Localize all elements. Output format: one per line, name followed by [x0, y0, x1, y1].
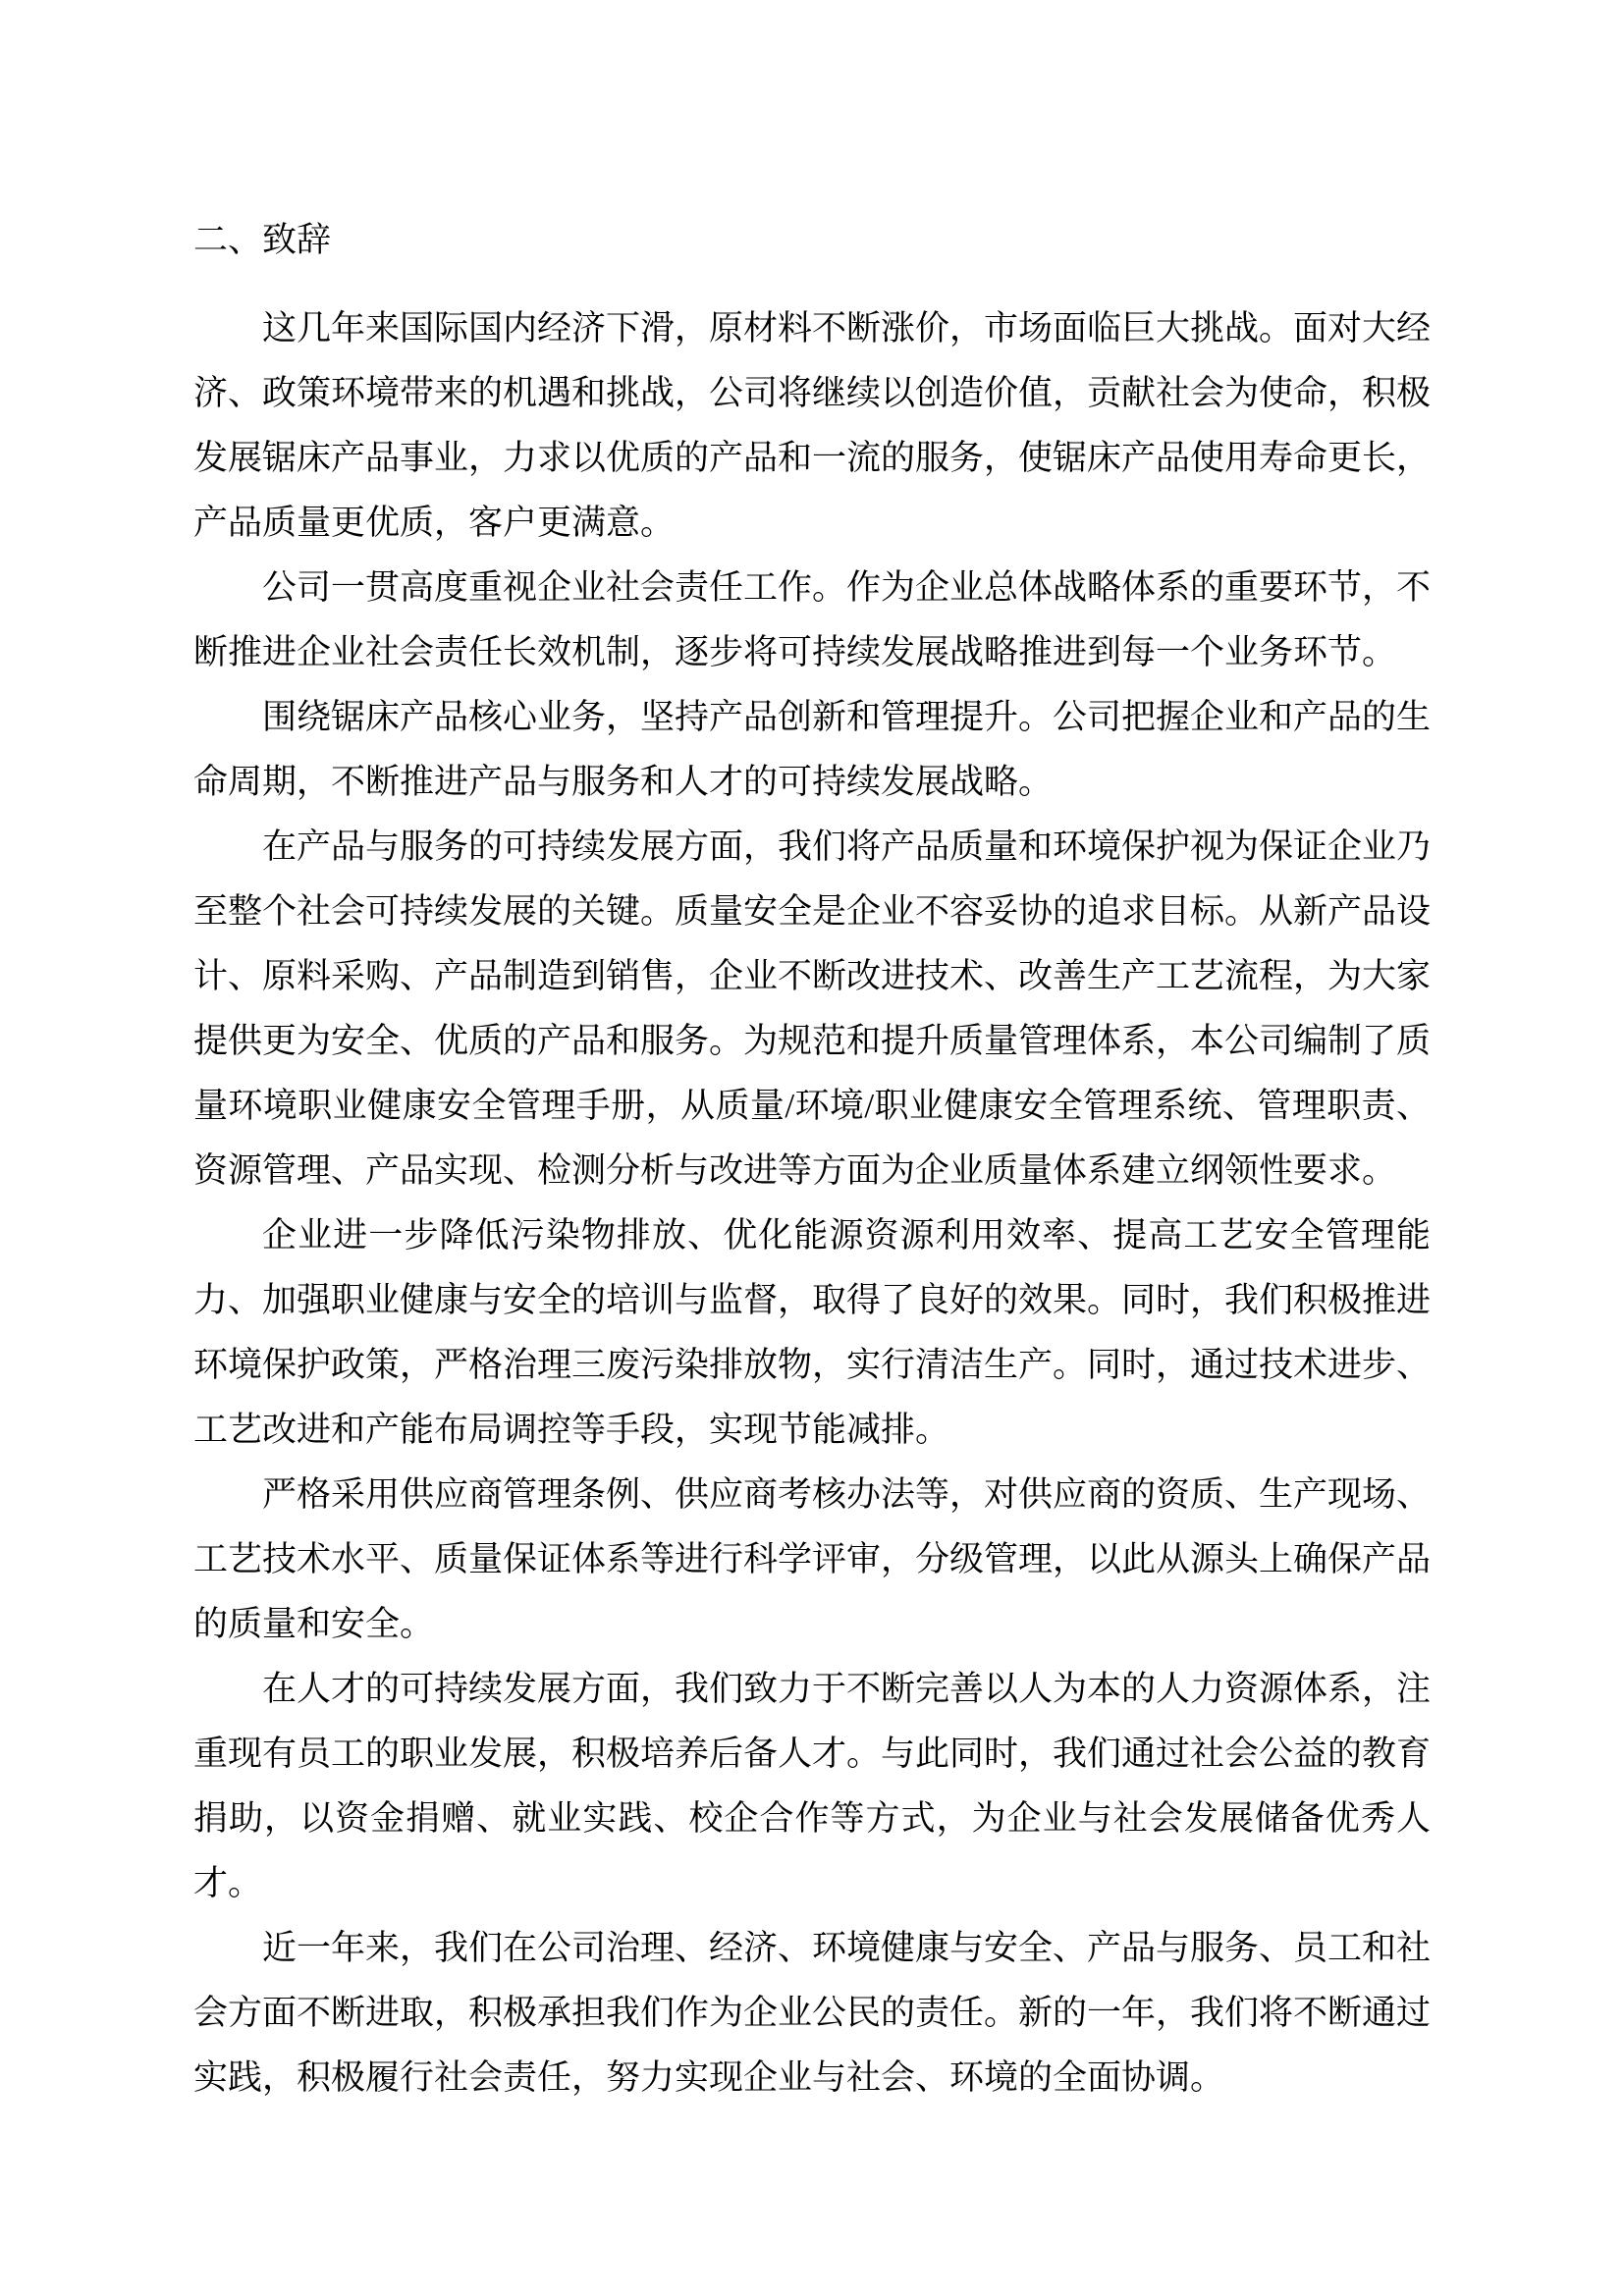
document-paragraph: 在产品与服务的可持续发展方面，我们将产品质量和环境保护视为保证企业乃至整个社会可持续发展的关键。质量安全是企业不容妥协的追求目标。从新产品设计、原料采购、产品制造到销售，企业不断改进技术、改善生产工艺流程，为大家提供更为安全、优质的产品和服务。为规范和提升质量管理体系，本公司编制了质量环境职业健康安全管理手册，从质量/环境/职业健康安全管理系统、管理职责、资源管理、产品实现、检测分析与改进等方面为企业质量体系建立纲领性要求。 [193, 828, 1432, 1190]
document-paragraph: 严格采用供应商管理条例、供应商考核办法等，对供应商的资质、生产现场、工艺技术水平、质量保证体系等进行科学评审，分级管理，以此从源头上确保产品的质量和安全。 [193, 1475, 1432, 1643]
document-paragraph: 近一年来，我们在公司治理、经济、环境健康与安全、产品与服务、员工和社会方面不断进取，积极承担我们作为企业公民的责任。新的一年，我们将不断通过实践，积极履行社会责任，努力实现企业与社会、环境的全面协调。 [193, 1929, 1432, 2097]
document-paragraph: 围绕锯床产品核心业务，坚持产品创新和管理提升。公司把握企业和产品的生命周期，不断推进产品与服务和人才的可持续发展战略。 [193, 698, 1432, 801]
document-paragraph: 企业进一步降低污染物排放、优化能源资源利用效率、提高工艺安全管理能力、加强职业健康与安全的培训与监督，取得了良好的效果。同时，我们积极推进环境保护政策，严格治理三废污染排放物，实行清洁生产。同时，通过技术进步、工艺改进和产能布局调控等手段，实现节能减排。 [193, 1216, 1432, 1449]
document-paragraph: 公司一贯高度重视企业社会责任工作。作为企业总体战略体系的重要环节，不断推进企业社会责任长效机制，逐步将可持续发展战略推进到每一个业务环节。 [193, 568, 1432, 671]
document-content [193, 208, 1431, 2110]
document-paragraph: 在人才的可持续发展方面，我们致力于不断完善以人为本的人力资源体系，注重现有员工的职业发展，积极培养后备人才。与此同时，我们通过社会公益的教育捐助，以资金捐赠、就业实践、校企合作等方式，为企业与社会发展储备优秀人才。 [193, 1670, 1432, 1902]
section-heading: 二、致辞 [193, 221, 332, 259]
document-paragraph: 这几年来国际国内经济下滑，原材料不断涨价，市场面临巨大挑战。面对大经济、政策环境带来的机遇和挑战，公司将继续以创造价值，贡献社会为使命，积极发展锯床产品事业，力求以优质的产品和一流的服务，使锯床产品使用寿命更长，产品质量更优质，客户更满意。 [193, 309, 1432, 542]
